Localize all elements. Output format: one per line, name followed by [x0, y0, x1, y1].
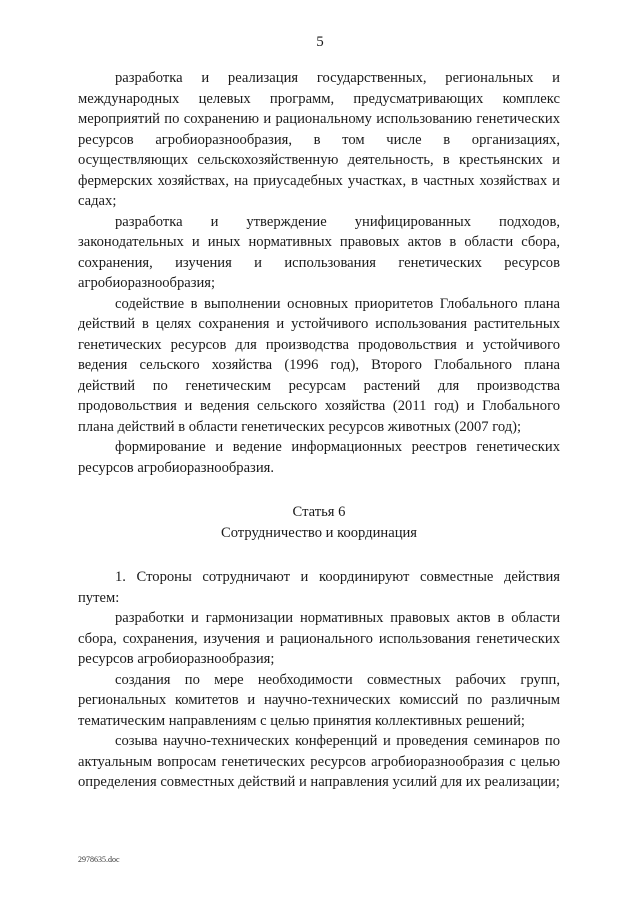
paragraph: 1. Стороны сотрудничают и координируют совместные действия путем:	[78, 569, 560, 606]
page-number: 5	[316, 34, 324, 50]
paragraph: содействие в выполнении основных приоритетов Глобального плана действий в целях сохранения и устойчивого использования растительных генетических ресурсов для производства продовольствия и устойчивого ведения сельского хозяйства (1996 год), Второго Глобального плана действий по генетическим ресурсам растений для производства продовольствия и ведения сельского хозяйства (2011 год) и Глобального плана действий в области генетических ресурсов животных (2007 год);	[78, 295, 560, 435]
paragraph: формирование и ведение информационных реестров генетических ресурсов агробиоразнообразия.	[78, 439, 560, 476]
paragraph: создания по мере необходимости совместных рабочих групп, региональных комитетов и научно-технических комиссий по различным тематическим направлениям с целью принятия коллективных решений;	[78, 671, 560, 729]
paragraph: созыва научно-технических конференций и проведения семинаров по актуальным вопросам генетических ресурсов агробиоразнообразия с целью определения совместных действий и направления усилий для их реализации;	[78, 733, 560, 790]
paragraph: разработка и реализация государственных, региональных и международных целевых программ, предусматривающих комплекс мероприятий по сохранению и рациональному использованию генетических ресурсов агробиоразнообразия, в том числе в организациях, осуществляющих сельскохозяйственную деятельность, в крестьянских и фермерских хозяйствах, на приусадебных участках, в частных хозяйствах и садах;	[78, 70, 560, 209]
paragraph: разработки и гармонизации нормативных правовых актов в области сбора, сохранения, изучения и рационального использования генетических ресурсов агробиоразнообразия;	[78, 610, 560, 667]
document-body	[78, 68, 560, 793]
file-name-footer: 2978635.doc	[78, 855, 120, 864]
article-number: Статья 6	[292, 504, 346, 520]
article-heading	[78, 502, 560, 543]
article-title: Сотрудничество и координация	[220, 524, 418, 541]
paragraph: разработка и утверждение унифицированных подходов, законодательных и иных нормативных правовых актов в области сбора, сохранения, изучения и использования генетических ресурсов агробиоразнообразия;	[78, 213, 560, 291]
